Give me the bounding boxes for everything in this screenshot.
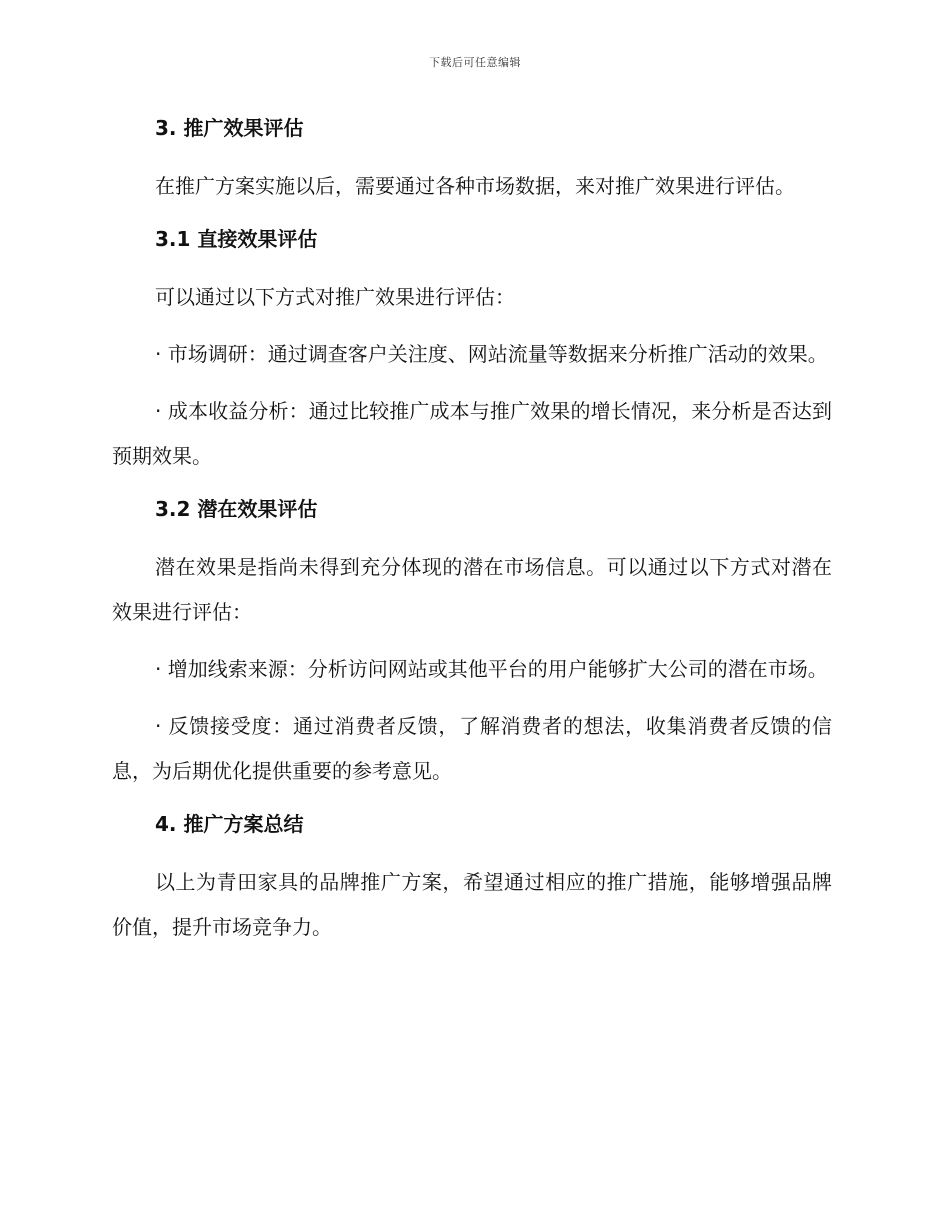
section-3-1-item-market-research: · 市场调研：通过调查客户关注度、网站流量等数据来分析推广活动的效果。	[155, 342, 828, 366]
section-3-2-item-feedback: · 反馈接受度：通过消费者反馈，了解消费者的想法，收集消费者反馈的信息，为后期优化提供重要的参考意见。	[112, 714, 832, 783]
section-3-2-intro: 潜在效果是指尚未得到充分体现的潜在市场信息。可以通过以下方式对潜在效果进行评估：	[112, 555, 832, 624]
section-3-intro: 在推广方案实施以后，需要通过各种市场数据，来对推广效果进行评估。	[155, 174, 795, 198]
section-3-2-item-leads: · 增加线索来源：分析访问网站或其他平台的用户能够扩大公司的潜在市场。	[155, 657, 828, 681]
section-3-heading: 3. 推广效果评估	[155, 116, 304, 140]
section-3-2-heading: 3.2 潜在效果评估	[155, 497, 318, 521]
section-4-heading: 4. 推广方案总结	[155, 812, 304, 836]
section-4-body: 以上为青田家具的品牌推广方案，希望通过相应的推广措施，能够增强品牌价值，提升市场竞争力。	[112, 870, 832, 939]
document-body	[112, 110, 832, 950]
section-3-1-heading: 3.1 直接效果评估	[155, 227, 318, 251]
section-3-1-item-cost-benefit: · 成本收益分析：通过比较推广成本与推广效果的增长情况，来分析是否达到预期效果。	[112, 399, 832, 468]
page-header: 下载后可任意编辑	[429, 56, 521, 69]
section-3-1-intro: 可以通过以下方式对推广效果进行评估：	[155, 285, 515, 309]
